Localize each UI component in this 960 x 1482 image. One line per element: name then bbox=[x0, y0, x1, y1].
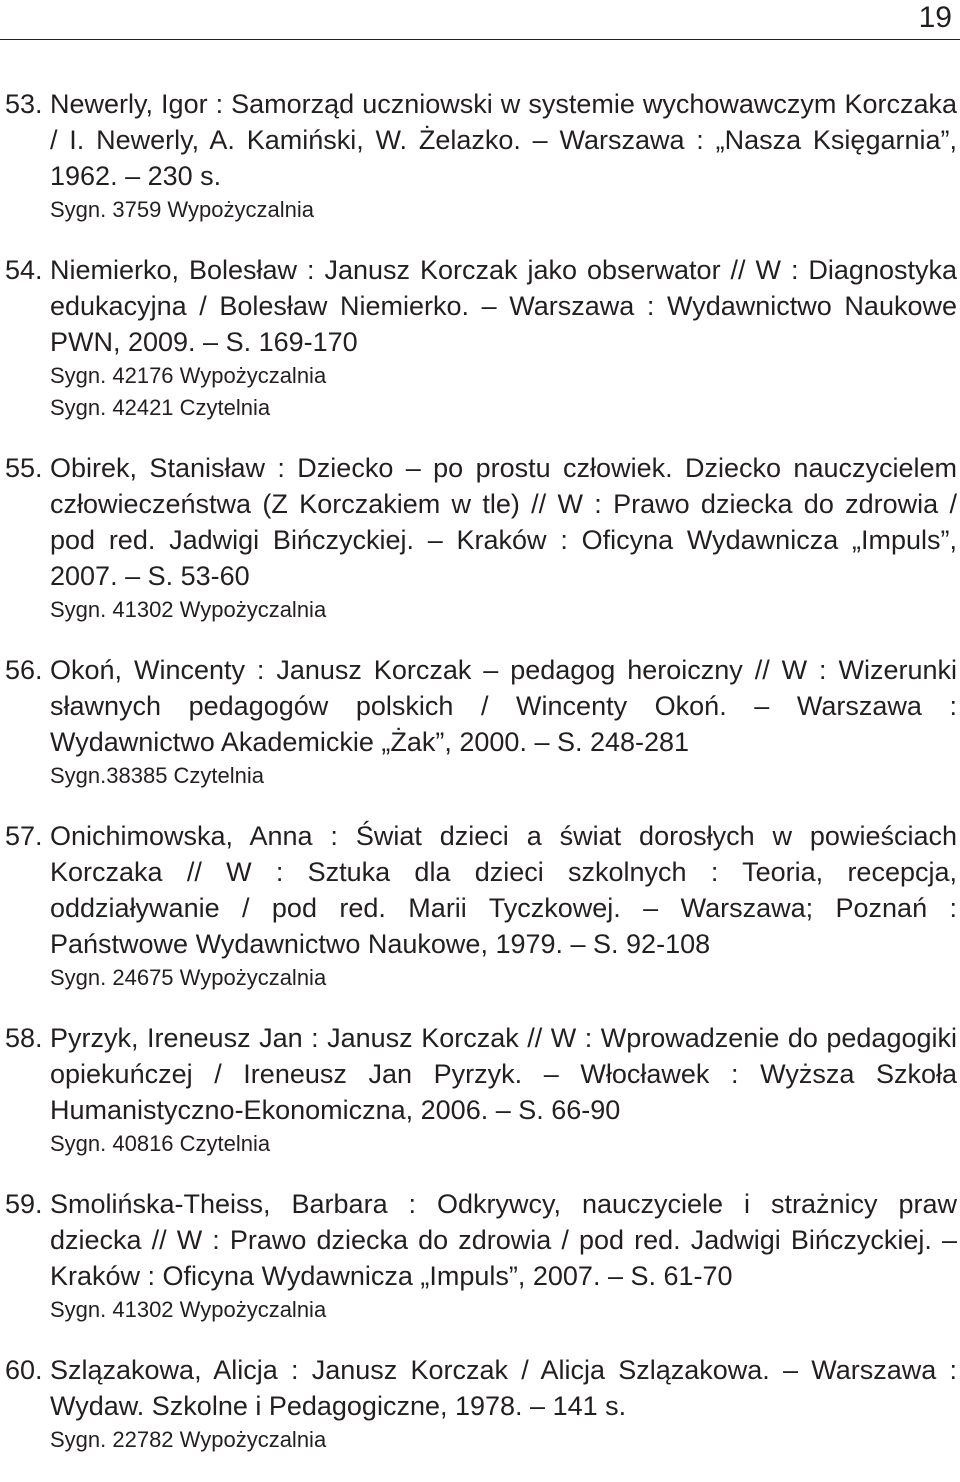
entry-call-number: Sygn. 3759 Wypożyczalnia bbox=[50, 197, 314, 222]
entry-number: 60. bbox=[5, 1355, 43, 1385]
entry-number: 59. bbox=[5, 1189, 43, 1219]
entry-call-number: Sygn.38385 Czytelnia bbox=[50, 763, 265, 788]
bibliography-list bbox=[5, 86, 957, 1482]
entry-citation: Okoń, Wincenty : Janusz Korczak – pedagog heroiczny // W : Wizerunki sławnych pedagogów polskich / Wincenty Okoń. – Warszawa : Wydawnictwo Akademickie „Żak”, 2000. – S. 248-281 bbox=[50, 655, 957, 757]
entry-call-number: Sygn. 41302 Wypożyczalnia bbox=[50, 597, 327, 622]
entry-number: 55. bbox=[5, 453, 43, 483]
entry-citation: Pyrzyk, Ireneusz Jan : Janusz Korczak // W : Wprowadzenie do pedagogiki opiekuńczej / Ireneusz Jan Pyrzyk. – Włocławek : Wyższa Szkoła Humanistyczno-Ekonomiczna, 2006. – S. 66-90 bbox=[50, 1023, 957, 1125]
entry-citation: Niemierko, Bolesław : Janusz Korczak jako obserwator // W : Diagnostyka edukacyjna / Bolesław Niemierko. – Warszawa : Wydawnictwo Naukowe PWN, 2009. – S. 169-170 bbox=[50, 255, 957, 357]
entry-citation: Onichimowska, Anna : Świat dzieci a świat dorosłych w powieściach Korczaka // W : Sztuka dla dzieci szkolnych : Teoria, recepcja, oddziaływanie / pod red. Marii Tyczkowej. – Warszawa; Poznań : Państwowe Wydawnictwo Naukowe, 1979. – S. 92-108 bbox=[50, 821, 957, 959]
entry-call-number: Sygn. 24675 Wypożyczalnia bbox=[50, 965, 327, 990]
bibliography-entry bbox=[5, 1020, 957, 1160]
entry-call-number: Sygn. 41302 Wypożyczalnia bbox=[50, 1297, 327, 1322]
bibliography-entry bbox=[5, 1186, 957, 1326]
entry-number: 54. bbox=[5, 255, 43, 285]
entry-citation: Obirek, Stanisław : Dziecko – po prostu człowiek. Dziecko nauczycielem człowieczeństwa (Z Korczakiem w tle) // W : Prawo dziecka do zdrowia / pod red. Jadwigi Bińczyckiej. – Kraków : Oficyna Wydawnicza „Impuls”, 2007. – S. 53-60 bbox=[50, 453, 957, 591]
page-number: 19 bbox=[918, 1, 952, 34]
entry-citation: Szlązakowa, Alicja : Janusz Korczak / Alicja Szlązakowa. – Warszawa : Wydaw. Szkolne i Pedagogiczne, 1978. – 141 s. bbox=[50, 1355, 957, 1421]
entry-call-number: Sygn. 42421 Czytelnia bbox=[50, 395, 271, 420]
bibliography-entry bbox=[5, 652, 957, 792]
bibliography-entry bbox=[5, 252, 957, 424]
entry-number: 57. bbox=[5, 821, 43, 851]
entry-citation: Newerly, Igor : Samorząd uczniowski w systemie wychowawczym Korczaka / I. Newerly, A. Kamiński, W. Żelazko. – Warszawa : „Nasza Księgarnia”, 1962. – 230 s. bbox=[50, 89, 957, 191]
entry-call-number: Sygn. 22782 Wypożyczalnia bbox=[50, 1427, 327, 1452]
bibliography-entry bbox=[5, 818, 957, 994]
entry-number: 53. bbox=[5, 89, 43, 119]
bibliography-entry bbox=[5, 86, 957, 226]
entry-number: 58. bbox=[5, 1023, 43, 1053]
entry-call-number: Sygn. 40816 Czytelnia bbox=[50, 1131, 271, 1156]
entry-number: 56. bbox=[5, 655, 43, 685]
bibliography-entry bbox=[5, 1352, 957, 1456]
header-rule bbox=[0, 39, 960, 40]
entry-citation: Smolińska-Theiss, Barbara : Odkrywcy, nauczyciele i strażnicy praw dziecka // W : Prawo dziecka do zdrowia / pod red. Jadwigi Bińczyckiej. – Kraków : Oficyna Wydawnicza „Impuls”, 2007. – S. 61-70 bbox=[50, 1189, 957, 1291]
entry-call-number: Sygn. 42176 Wypożyczalnia bbox=[50, 363, 327, 388]
bibliography-entry bbox=[5, 450, 957, 626]
